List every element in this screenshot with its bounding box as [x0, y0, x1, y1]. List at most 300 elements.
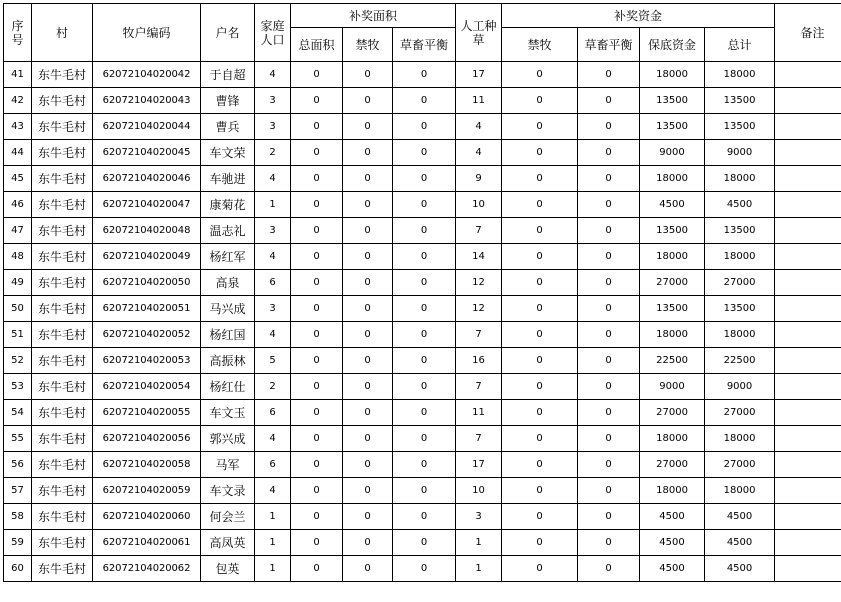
cell-household-name: 于自超 — [201, 62, 255, 88]
cell-herder-code: 62072104020054 — [93, 374, 201, 400]
cell-artificial-grass: 16 — [456, 348, 502, 374]
cell-household-name: 温志礼 — [201, 218, 255, 244]
cell-funds-total: 18000 — [705, 244, 775, 270]
cell-household-name: 高凤英 — [201, 530, 255, 556]
cell-household-name: 郭兴成 — [201, 426, 255, 452]
cell-funds-graze-ban: 0 — [502, 218, 578, 244]
cell-artificial-grass: 10 — [456, 192, 502, 218]
cell-family-size: 3 — [255, 296, 291, 322]
table-row — [4, 88, 841, 114]
cell-funds-guarantee: 18000 — [640, 322, 705, 348]
cell-village: 东牛毛村 — [32, 426, 93, 452]
cell-area-graze-ban: 0 — [343, 296, 393, 322]
cell-artificial-grass: 7 — [456, 322, 502, 348]
cell-household-name: 马军 — [201, 452, 255, 478]
table-header — [4, 4, 841, 62]
cell-funds-total: 18000 — [705, 426, 775, 452]
cell-funds-graze-ban: 0 — [502, 452, 578, 478]
cell-area-graze-ban: 0 — [343, 530, 393, 556]
cell-funds-balance: 0 — [578, 166, 640, 192]
cell-herder-code: 62072104020055 — [93, 400, 201, 426]
cell-artificial-grass: 17 — [456, 62, 502, 88]
cell-funds-total: 18000 — [705, 322, 775, 348]
cell-area-graze-ban: 0 — [343, 556, 393, 582]
cell-seq: 48 — [4, 244, 32, 270]
cell-remarks — [775, 62, 841, 88]
cell-seq: 44 — [4, 140, 32, 166]
cell-remarks — [775, 270, 841, 296]
cell-herder-code: 62072104020058 — [93, 452, 201, 478]
cell-funds-balance: 0 — [578, 218, 640, 244]
cell-funds-balance: 0 — [578, 400, 640, 426]
cell-seq: 55 — [4, 426, 32, 452]
cell-area-graze-ban: 0 — [343, 478, 393, 504]
cell-area-graze-ban: 0 — [343, 504, 393, 530]
cell-seq: 53 — [4, 374, 32, 400]
cell-area-graze-ban: 0 — [343, 218, 393, 244]
cell-funds-balance: 0 — [578, 348, 640, 374]
cell-funds-total: 13500 — [705, 114, 775, 140]
cell-herder-code: 62072104020046 — [93, 166, 201, 192]
cell-seq: 49 — [4, 270, 32, 296]
cell-funds-graze-ban: 0 — [502, 296, 578, 322]
cell-seq: 46 — [4, 192, 32, 218]
cell-area-total: 0 — [291, 504, 343, 530]
cell-funds-balance: 0 — [578, 322, 640, 348]
cell-family-size: 4 — [255, 322, 291, 348]
cell-herder-code: 62072104020051 — [93, 296, 201, 322]
cell-household-name: 曹锋 — [201, 88, 255, 114]
cell-family-size: 6 — [255, 270, 291, 296]
cell-funds-graze-ban: 0 — [502, 478, 578, 504]
cell-artificial-grass: 1 — [456, 556, 502, 582]
cell-household-name: 何会兰 — [201, 504, 255, 530]
cell-herder-code: 62072104020053 — [93, 348, 201, 374]
cell-village: 东牛毛村 — [32, 88, 93, 114]
cell-village: 东牛毛村 — [32, 348, 93, 374]
table-row — [4, 452, 841, 478]
cell-area-balance: 0 — [393, 556, 456, 582]
cell-family-size: 1 — [255, 530, 291, 556]
cell-family-size: 4 — [255, 166, 291, 192]
table-row — [4, 478, 841, 504]
cell-village: 东牛毛村 — [32, 192, 93, 218]
cell-household-name: 车文荣 — [201, 140, 255, 166]
cell-funds-graze-ban: 0 — [502, 530, 578, 556]
cell-funds-total: 27000 — [705, 270, 775, 296]
header-herder-code: 牧户编码 — [93, 4, 201, 62]
cell-household-name: 杨红仕 — [201, 374, 255, 400]
cell-funds-total: 27000 — [705, 400, 775, 426]
cell-remarks — [775, 452, 841, 478]
cell-area-balance: 0 — [393, 348, 456, 374]
cell-area-balance: 0 — [393, 504, 456, 530]
cell-funds-graze-ban: 0 — [502, 192, 578, 218]
cell-funds-guarantee: 4500 — [640, 530, 705, 556]
cell-funds-total: 4500 — [705, 504, 775, 530]
table-row — [4, 504, 841, 530]
cell-remarks — [775, 530, 841, 556]
cell-village: 东牛毛村 — [32, 296, 93, 322]
cell-funds-balance: 0 — [578, 452, 640, 478]
cell-funds-guarantee: 9000 — [640, 140, 705, 166]
cell-family-size: 4 — [255, 426, 291, 452]
cell-area-total: 0 — [291, 452, 343, 478]
cell-funds-total: 18000 — [705, 62, 775, 88]
cell-area-total: 0 — [291, 270, 343, 296]
cell-village: 东牛毛村 — [32, 556, 93, 582]
cell-funds-balance: 0 — [578, 192, 640, 218]
cell-funds-balance: 0 — [578, 296, 640, 322]
cell-area-total: 0 — [291, 400, 343, 426]
cell-area-graze-ban: 0 — [343, 140, 393, 166]
header-funds-total: 总计 — [705, 28, 775, 62]
cell-funds-guarantee: 18000 — [640, 166, 705, 192]
cell-family-size: 4 — [255, 244, 291, 270]
cell-family-size: 6 — [255, 400, 291, 426]
cell-area-total: 0 — [291, 62, 343, 88]
cell-household-name: 杨红军 — [201, 244, 255, 270]
cell-household-name: 包英 — [201, 556, 255, 582]
table-row — [4, 348, 841, 374]
cell-funds-graze-ban: 0 — [502, 426, 578, 452]
cell-area-balance: 0 — [393, 270, 456, 296]
cell-artificial-grass: 12 — [456, 270, 502, 296]
header-funds-guarantee: 保底资金 — [640, 28, 705, 62]
header-area-balance: 草畜平衡 — [393, 28, 456, 62]
cell-funds-graze-ban: 0 — [502, 166, 578, 192]
cell-funds-graze-ban: 0 — [502, 322, 578, 348]
cell-family-size: 4 — [255, 478, 291, 504]
table-row — [4, 62, 841, 88]
cell-village: 东牛毛村 — [32, 218, 93, 244]
table-row — [4, 296, 841, 322]
cell-funds-total: 13500 — [705, 296, 775, 322]
cell-village: 东牛毛村 — [32, 478, 93, 504]
cell-funds-guarantee: 13500 — [640, 88, 705, 114]
cell-funds-balance: 0 — [578, 556, 640, 582]
cell-area-graze-ban: 0 — [343, 322, 393, 348]
cell-remarks — [775, 348, 841, 374]
cell-herder-code: 62072104020056 — [93, 426, 201, 452]
cell-funds-total: 22500 — [705, 348, 775, 374]
cell-remarks — [775, 400, 841, 426]
cell-area-total: 0 — [291, 88, 343, 114]
table-row — [4, 192, 841, 218]
cell-funds-total: 9000 — [705, 374, 775, 400]
cell-village: 东牛毛村 — [32, 374, 93, 400]
cell-herder-code: 62072104020043 — [93, 88, 201, 114]
cell-artificial-grass: 12 — [456, 296, 502, 322]
cell-area-graze-ban: 0 — [343, 62, 393, 88]
cell-remarks — [775, 166, 841, 192]
cell-seq: 47 — [4, 218, 32, 244]
table-row — [4, 244, 841, 270]
cell-area-total: 0 — [291, 140, 343, 166]
cell-remarks — [775, 296, 841, 322]
cell-remarks — [775, 374, 841, 400]
cell-funds-total: 18000 — [705, 478, 775, 504]
cell-funds-balance: 0 — [578, 140, 640, 166]
cell-seq: 54 — [4, 400, 32, 426]
table-row — [4, 374, 841, 400]
cell-village: 东牛毛村 — [32, 62, 93, 88]
cell-household-name: 车文玉 — [201, 400, 255, 426]
cell-funds-total: 4500 — [705, 556, 775, 582]
cell-herder-code: 62072104020049 — [93, 244, 201, 270]
cell-household-name: 高振林 — [201, 348, 255, 374]
cell-area-balance: 0 — [393, 244, 456, 270]
cell-village: 东牛毛村 — [32, 140, 93, 166]
cell-herder-code: 62072104020042 — [93, 62, 201, 88]
table-row — [4, 400, 841, 426]
cell-funds-guarantee: 4500 — [640, 556, 705, 582]
cell-family-size: 3 — [255, 114, 291, 140]
cell-funds-total: 4500 — [705, 192, 775, 218]
cell-area-balance: 0 — [393, 218, 456, 244]
cell-herder-code: 62072104020044 — [93, 114, 201, 140]
cell-remarks — [775, 322, 841, 348]
cell-area-graze-ban: 0 — [343, 426, 393, 452]
cell-remarks — [775, 244, 841, 270]
cell-funds-balance: 0 — [578, 530, 640, 556]
cell-family-size: 2 — [255, 140, 291, 166]
cell-funds-total: 13500 — [705, 88, 775, 114]
table-row — [4, 530, 841, 556]
cell-area-graze-ban: 0 — [343, 452, 393, 478]
header-funds-balance: 草畜平衡 — [578, 28, 640, 62]
cell-herder-code: 62072104020052 — [93, 322, 201, 348]
cell-area-total: 0 — [291, 166, 343, 192]
cell-funds-graze-ban: 0 — [502, 140, 578, 166]
cell-seq: 43 — [4, 114, 32, 140]
cell-area-total: 0 — [291, 244, 343, 270]
cell-funds-guarantee: 4500 — [640, 504, 705, 530]
cell-artificial-grass: 14 — [456, 244, 502, 270]
cell-artificial-grass: 17 — [456, 452, 502, 478]
cell-area-balance: 0 — [393, 62, 456, 88]
cell-area-graze-ban: 0 — [343, 114, 393, 140]
cell-area-balance: 0 — [393, 88, 456, 114]
cell-area-total: 0 — [291, 556, 343, 582]
cell-area-total: 0 — [291, 114, 343, 140]
cell-remarks — [775, 478, 841, 504]
cell-funds-balance: 0 — [578, 114, 640, 140]
cell-area-graze-ban: 0 — [343, 166, 393, 192]
cell-area-balance: 0 — [393, 192, 456, 218]
cell-village: 东牛毛村 — [32, 504, 93, 530]
cell-seq: 42 — [4, 88, 32, 114]
cell-village: 东牛毛村 — [32, 400, 93, 426]
header-area-graze-ban: 禁牧 — [343, 28, 393, 62]
cell-funds-guarantee: 18000 — [640, 244, 705, 270]
header-seq: 序号 — [4, 4, 32, 62]
cell-artificial-grass: 10 — [456, 478, 502, 504]
cell-household-name: 高泉 — [201, 270, 255, 296]
table-row — [4, 166, 841, 192]
cell-family-size: 1 — [255, 192, 291, 218]
cell-funds-graze-ban: 0 — [502, 244, 578, 270]
cell-household-name: 车驰进 — [201, 166, 255, 192]
cell-area-graze-ban: 0 — [343, 374, 393, 400]
cell-area-balance: 0 — [393, 530, 456, 556]
cell-herder-code: 62072104020060 — [93, 504, 201, 530]
cell-family-size: 3 — [255, 88, 291, 114]
cell-household-name: 车文录 — [201, 478, 255, 504]
cell-village: 东牛毛村 — [32, 270, 93, 296]
cell-seq: 57 — [4, 478, 32, 504]
cell-area-graze-ban: 0 — [343, 192, 393, 218]
table-body — [4, 62, 841, 582]
cell-funds-graze-ban: 0 — [502, 270, 578, 296]
cell-herder-code: 62072104020050 — [93, 270, 201, 296]
cell-area-balance: 0 — [393, 400, 456, 426]
cell-funds-total: 18000 — [705, 166, 775, 192]
cell-village: 东牛毛村 — [32, 452, 93, 478]
cell-artificial-grass: 9 — [456, 166, 502, 192]
cell-funds-guarantee: 18000 — [640, 426, 705, 452]
cell-area-balance: 0 — [393, 296, 456, 322]
cell-family-size: 1 — [255, 504, 291, 530]
cell-seq: 51 — [4, 322, 32, 348]
cell-funds-guarantee: 27000 — [640, 270, 705, 296]
cell-remarks — [775, 218, 841, 244]
cell-funds-graze-ban: 0 — [502, 62, 578, 88]
cell-seq: 59 — [4, 530, 32, 556]
cell-area-total: 0 — [291, 348, 343, 374]
cell-artificial-grass: 11 — [456, 88, 502, 114]
cell-family-size: 1 — [255, 556, 291, 582]
cell-funds-guarantee: 27000 — [640, 400, 705, 426]
cell-funds-guarantee: 27000 — [640, 452, 705, 478]
cell-area-total: 0 — [291, 478, 343, 504]
cell-area-balance: 0 — [393, 478, 456, 504]
cell-remarks — [775, 426, 841, 452]
cell-herder-code: 62072104020059 — [93, 478, 201, 504]
header-family-size: 家庭人口 — [255, 4, 291, 62]
cell-seq: 56 — [4, 452, 32, 478]
cell-village: 东牛毛村 — [32, 322, 93, 348]
header-remarks: 备注 — [775, 4, 841, 62]
cell-area-balance: 0 — [393, 452, 456, 478]
cell-funds-balance: 0 — [578, 504, 640, 530]
cell-funds-graze-ban: 0 — [502, 348, 578, 374]
cell-remarks — [775, 140, 841, 166]
table-row — [4, 140, 841, 166]
cell-remarks — [775, 556, 841, 582]
cell-herder-code: 62072104020062 — [93, 556, 201, 582]
cell-funds-guarantee: 13500 — [640, 296, 705, 322]
cell-area-total: 0 — [291, 322, 343, 348]
cell-funds-guarantee: 18000 — [640, 478, 705, 504]
cell-artificial-grass: 3 — [456, 504, 502, 530]
table-row — [4, 426, 841, 452]
cell-herder-code: 62072104020045 — [93, 140, 201, 166]
cell-area-graze-ban: 0 — [343, 244, 393, 270]
cell-seq: 60 — [4, 556, 32, 582]
cell-household-name: 马兴成 — [201, 296, 255, 322]
cell-area-balance: 0 — [393, 322, 456, 348]
cell-funds-graze-ban: 0 — [502, 88, 578, 114]
table-row — [4, 114, 841, 140]
cell-area-total: 0 — [291, 192, 343, 218]
table-row — [4, 218, 841, 244]
cell-family-size: 5 — [255, 348, 291, 374]
table-row — [4, 270, 841, 296]
cell-remarks — [775, 88, 841, 114]
cell-funds-balance: 0 — [578, 478, 640, 504]
cell-artificial-grass: 7 — [456, 426, 502, 452]
cell-area-graze-ban: 0 — [343, 88, 393, 114]
cell-area-total: 0 — [291, 296, 343, 322]
cell-area-graze-ban: 0 — [343, 270, 393, 296]
header-artificial-grass: 人工种草 — [456, 4, 502, 62]
cell-funds-balance: 0 — [578, 426, 640, 452]
header-subsidy-funds: 补奖资金 — [502, 4, 775, 28]
cell-area-balance: 0 — [393, 114, 456, 140]
cell-herder-code: 62072104020047 — [93, 192, 201, 218]
cell-funds-graze-ban: 0 — [502, 114, 578, 140]
cell-household-name: 康菊花 — [201, 192, 255, 218]
cell-seq: 50 — [4, 296, 32, 322]
cell-funds-balance: 0 — [578, 374, 640, 400]
cell-area-total: 0 — [291, 374, 343, 400]
cell-area-balance: 0 — [393, 166, 456, 192]
cell-area-graze-ban: 0 — [343, 348, 393, 374]
cell-funds-guarantee: 13500 — [640, 114, 705, 140]
header-village: 村 — [32, 4, 93, 62]
cell-seq: 58 — [4, 504, 32, 530]
cell-remarks — [775, 114, 841, 140]
cell-household-name: 杨红国 — [201, 322, 255, 348]
cell-funds-graze-ban: 0 — [502, 400, 578, 426]
cell-artificial-grass: 1 — [456, 530, 502, 556]
cell-funds-balance: 0 — [578, 88, 640, 114]
header-funds-graze-ban: 禁牧 — [502, 28, 578, 62]
cell-funds-total: 9000 — [705, 140, 775, 166]
table-row — [4, 322, 841, 348]
cell-funds-total: 27000 — [705, 452, 775, 478]
cell-funds-guarantee: 4500 — [640, 192, 705, 218]
cell-seq: 45 — [4, 166, 32, 192]
header-subsidy-area: 补奖面积 — [291, 4, 456, 28]
cell-funds-balance: 0 — [578, 270, 640, 296]
cell-funds-balance: 0 — [578, 62, 640, 88]
cell-village: 东牛毛村 — [32, 114, 93, 140]
cell-funds-graze-ban: 0 — [502, 374, 578, 400]
cell-funds-balance: 0 — [578, 244, 640, 270]
cell-funds-graze-ban: 0 — [502, 504, 578, 530]
cell-family-size: 2 — [255, 374, 291, 400]
cell-seq: 41 — [4, 62, 32, 88]
cell-village: 东牛毛村 — [32, 530, 93, 556]
cell-village: 东牛毛村 — [32, 166, 93, 192]
cell-artificial-grass: 4 — [456, 140, 502, 166]
cell-remarks — [775, 504, 841, 530]
cell-family-size: 4 — [255, 62, 291, 88]
cell-area-graze-ban: 0 — [343, 400, 393, 426]
cell-funds-total: 13500 — [705, 218, 775, 244]
table-row — [4, 556, 841, 582]
cell-artificial-grass: 4 — [456, 114, 502, 140]
cell-funds-guarantee: 9000 — [640, 374, 705, 400]
cell-household-name: 曹兵 — [201, 114, 255, 140]
cell-area-total: 0 — [291, 426, 343, 452]
cell-area-total: 0 — [291, 218, 343, 244]
cell-funds-total: 4500 — [705, 530, 775, 556]
cell-funds-graze-ban: 0 — [502, 556, 578, 582]
cell-herder-code: 62072104020048 — [93, 218, 201, 244]
